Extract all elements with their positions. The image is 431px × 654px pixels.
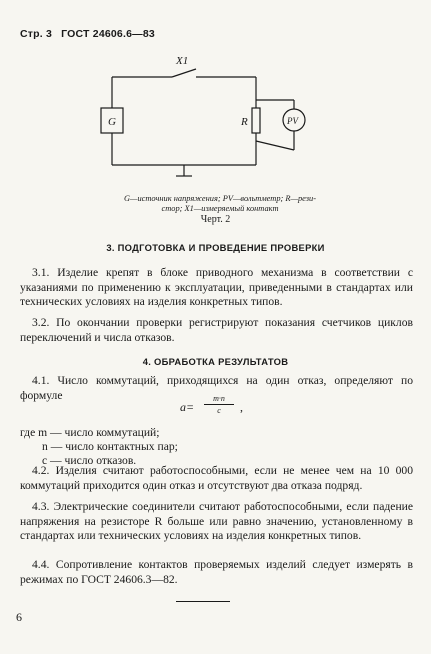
- paragraph-3-1: [20, 266, 413, 310]
- page-number: 6: [16, 610, 22, 624]
- legend-m: где m — число коммутаций;: [20, 426, 160, 439]
- legend-n: n — число контактных пар;: [42, 440, 178, 453]
- contact-x1-blade: [172, 69, 196, 77]
- caption-line-1: G—источник напряжения; PV—вольтметр; R—рези-: [123, 194, 317, 203]
- paragraph-4-2: [20, 464, 413, 493]
- circuit-diagram: [0, 0, 431, 200]
- formula-numerator: m·n: [204, 394, 234, 405]
- formula-comma: ,: [240, 400, 243, 414]
- header-page: Стр. 3: [20, 28, 53, 40]
- paragraph-4-2-text: 4.2. Изделия считают работоспособными, если не менее чем на 10 000 коммутаций приходится один отказ и отсутствуют два отказа подряд.: [20, 464, 413, 492]
- section-3-title: 3. ПОДГОТОВКА И ПРОВЕДЕНИЕ ПРОВЕРКИ: [106, 242, 325, 253]
- resistor-r: [252, 108, 260, 133]
- label-pv: PV: [287, 116, 298, 126]
- paragraph-4-4-text: 4.4. Сопротивление контактов проверяемых изделий следует измерять в режимах по ГОСТ 24606.3—82.: [20, 558, 413, 586]
- paragraph-4-3-text: 4.3. Электрические соединители считают работоспособными, если падение напряжения на резисторе R больше или равно значению, установленному в стандартах или технических условиях на изделия конкретных типов.: [20, 500, 413, 543]
- paragraph-4-3: [20, 500, 413, 544]
- paragraph-3-2: [20, 316, 413, 345]
- figure-caption: [60, 194, 380, 214]
- formula-denominator: c: [217, 406, 221, 415]
- wire-pv-bottom-h: [256, 141, 294, 150]
- paragraph-3-1-text: 3.1. Изделие крепят в блоке приводного механизма в соответствии с указаниями по применению к эксплуатации, приведенными в стандартах или технических условиях на изделия конкретных типов.: [20, 266, 413, 309]
- paragraph-4-4: [20, 558, 413, 587]
- figure-number: Черт. 2: [200, 214, 231, 225]
- section-4-title: 4. ОБРАБОТКА РЕЗУЛЬТАТОВ: [142, 356, 289, 367]
- label-g: G: [108, 116, 116, 128]
- header-standard: ГОСТ 24606.6—83: [61, 28, 155, 40]
- paragraph-3-2-text: 3.2. По окончании проверки регистрируют показания счетчиков циклов переключений и числа отказов.: [20, 316, 413, 344]
- label-x1: X1: [176, 55, 189, 67]
- caption-line-2: стор; X1—измеряемый контакт: [161, 204, 279, 213]
- formula-lhs: a=: [180, 400, 195, 414]
- footer-rule: [176, 601, 230, 602]
- label-r: R: [241, 116, 248, 128]
- formula-fraction: [204, 394, 234, 415]
- paragraph-4-1-text: 4.1. Число коммутаций, приходящихся на один отказ, определяют по формуле: [20, 374, 413, 402]
- legend-c: c — число отказов.: [42, 454, 137, 467]
